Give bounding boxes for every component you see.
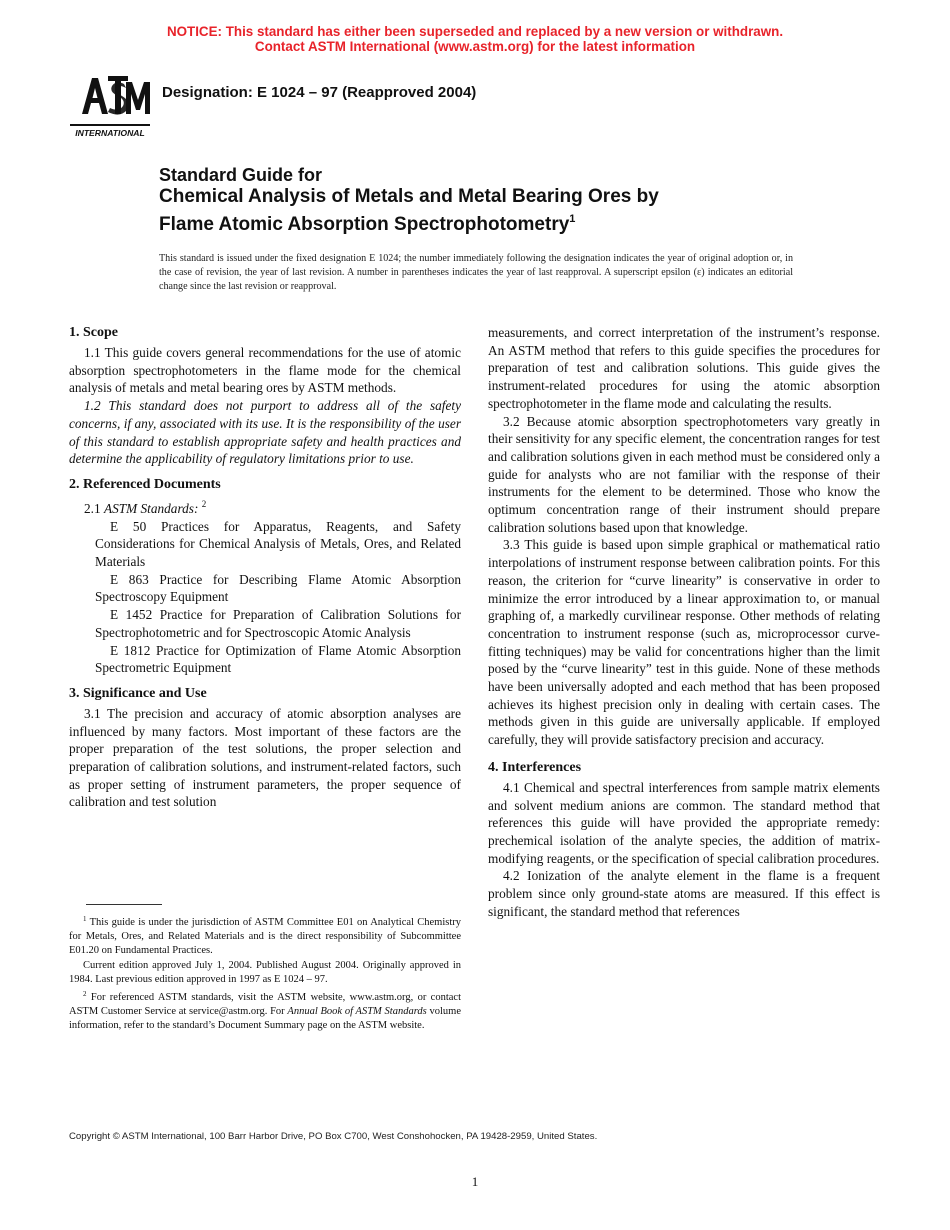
- paragraph-3-2: 3.2 Because atomic absorption spectrophotometers vary greatly in their sensitivity for any specific element, the concentration ranges for test and calibration solutions given in each method must be considered only a guide for analysts who are not familiar with the response of their instruments for the element to be determined. Those who know the optimum concentration range of their instrument should prepare calibration solutions based upon that knowledge.: [488, 413, 880, 535]
- footnote-1-text: This guide is under the jurisdiction of ASTM Committee E01 on Analytical Chemistry for Metals, Ores, and Related Materials and is the direct responsibility of Subcommittee E01.20 on Fundamental Practices.: [69, 917, 461, 957]
- paragraph-3-3: 3.3 This guide is based upon simple graphical or mathematical ratio interpolations of instrument response between calibration points. For this reason, the criterion for “curve linearity” is conservative in order to minimize the error introduced by a linear approximation to, or manual graphing of, a markedly curvilinear response. Other methods of relating concentration to instrument response (such as, microprocessor curve-fitting techniques) may be valid for concentrations higher than the limit posed by the “curve linearity” test in this guide. None of these methods have been universally adopted and each method that has been proposed achieves its highest precision only in dealing with certain cases. The methods given in this guide are universally applicable. If employed carefully, they will provide satisfactory precision and accuracy.: [488, 537, 880, 748]
- reference-e50: E 50 Practices for Apparatus, Reagents, and Safety Considerations for Chemical Analysis of Metals, Ores, and Related Materials: [95, 518, 461, 570]
- paragraph-3-1-part-a: 3.1 The precision and accuracy of atomic absorption analyses are influenced by many factors. Most important of these factors are the proper preparation of the test solutions, the proper selection and preparation of calibration solutions, and instrument-related factors, such as proper setting of instrument parameters, the proper sequence of calibration and test solution: [69, 705, 461, 810]
- footnotes: [69, 912, 461, 1034]
- reference-e863: E 863 Practice for Describing Flame Atomic Absorption Spectroscopy Equipment: [95, 571, 461, 605]
- reference-e1812: E 1812 Practice for Optimization of Flame Atomic Absorption Spectrometric Equipment: [95, 642, 461, 676]
- paragraph-1-2: 1.2 This standard does not purport to address all of the safety concerns, if any, associated with its use. It is the responsibility of the user of this standard to establish appropriate safety and health practices and determine the applicability of regulatory limitations prior to use.: [69, 398, 461, 467]
- astm-international-logo: [68, 70, 152, 140]
- title-line-3-text: Flame Atomic Absorption Spectrophotometry: [159, 214, 570, 235]
- designation: Designation: E 1024 – 97 (Reapproved 2004): [162, 84, 477, 101]
- section-heading-scope: 1. Scope: [69, 325, 118, 340]
- astm-standards-label: ASTM Standards:: [103, 500, 199, 516]
- document-title: [159, 165, 659, 236]
- footnote-2-italic: Annual Book of ASTM Standards: [287, 1006, 427, 1018]
- footnote-rule: [86, 904, 162, 905]
- logo-text: INTERNATIONAL: [75, 128, 145, 138]
- footnote-1: [69, 912, 461, 959]
- issue-note: This standard is issued under the fixed designation E 1024; the number immediately following the designation indicates the year of original adoption or, in the case of revision, the year of last revision. A number in parentheses indicates the year of last reapproval. A superscript epsilon (ε) indicates an editorial change since the last revision or reapproval.: [159, 253, 793, 292]
- astm-logo-icon: [68, 70, 152, 140]
- reference-e1452: E 1452 Practice for Preparation of Calibration Solutions for Spectrophotometric and for Spectroscopic Atomic Analysis: [95, 607, 461, 640]
- section-heading-referenced-documents: 2. Referenced Documents: [69, 476, 221, 492]
- page-number: 1: [471, 1174, 479, 1189]
- title-line-3: [159, 208, 659, 236]
- footnote-2-mark: 2: [83, 990, 87, 999]
- section-heading-significance: 3. Significance and Use: [69, 685, 207, 701]
- footnote-1-edition: Current edition approved July 1, 2004. Published August 2004. Originally approved in 1984. Last previous edition approved in 1997 as E 1024 – 97.: [69, 959, 461, 985]
- title-line-1: Standard Guide for: [159, 165, 323, 185]
- footnote-1-mark: 1: [83, 915, 87, 923]
- supersede-notice: [0, 24, 950, 54]
- paragraph-4-2: 4.2 Ionization of the analyte element in the flame is a frequent problem since only ground-state atoms are measured. If this effect is significant, the standard method that references: [488, 868, 880, 919]
- paragraph-2-1-label: 2.1: [84, 500, 101, 516]
- paragraph-4-1: 4.1 Chemical and spectral interferences from sample matrix elements and solvent medium anions are common. The standard method that references this guide will have provided the appropriate remedy: prechemical isolation of the analyte species, the addition of matrix-modifying reagents, or the specification of special calibration procedures.: [488, 779, 880, 866]
- footnote-mark-2: 2: [201, 498, 207, 509]
- notice-line-2: Contact ASTM International (www.astm.org) for the latest information: [254, 39, 696, 54]
- footnote-2-pre: For referenced ASTM standards, visit the ASTM website, www.astm.org, or contact ASTM Customer Service at service@astm.org. For: [69, 992, 461, 1018]
- notice-line-1: NOTICE: This standard has either been superseded and replaced by a new version or withdrawn.: [166, 24, 784, 39]
- copyright: Copyright © ASTM International, 100 Barr Harbor Drive, PO Box C700, West Conshohocken, PA 19428-2959, United States.: [69, 1131, 598, 1142]
- paragraph-1-1: 1.1 This guide covers general recommendations for the use of atomic absorption spectrophotometers in the flame mode for the chemical analysis of metals and metal bearing ores by ASTM methods.: [69, 345, 461, 396]
- paragraph-2-1: [69, 496, 461, 518]
- right-column: [488, 324, 880, 921]
- footnote-2-post: volume information, refer to the standard’s Document Summary page on the ASTM website.: [69, 1006, 461, 1032]
- title-line-2: Chemical Analysis of Metals and Metal Bearing Ores by: [159, 186, 659, 207]
- title-footnote-mark: 1: [569, 213, 576, 225]
- paragraph-3-1-part-b: measurements, and correct interpretation of the instrument’s response. An ASTM method that refers to this guide specifies the procedures for preparation of test and calibration solutions. This guide gives the instrument-related procedures for using the atomic absorption spectrophotometer in the flame mode and calculating the results.: [488, 325, 880, 411]
- left-column: [69, 324, 461, 811]
- footnote-2: [69, 987, 461, 1034]
- section-heading-interferences: 4. Interferences: [488, 759, 582, 775]
